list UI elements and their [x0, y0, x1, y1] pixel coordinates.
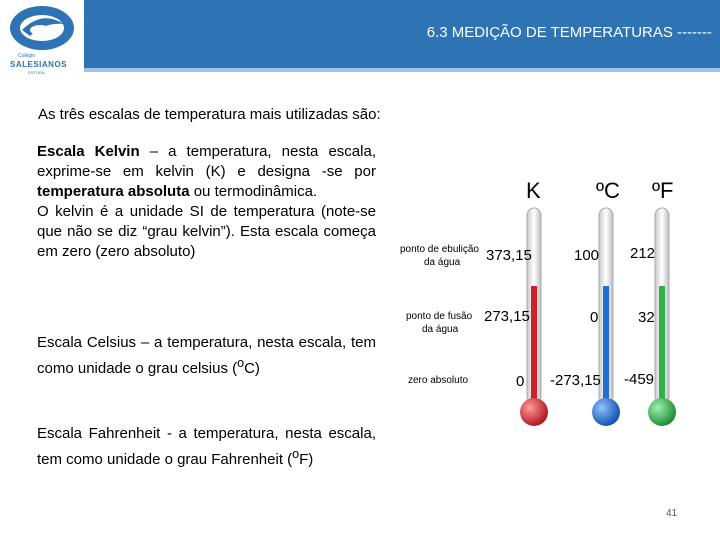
- celsius-sup: o: [237, 356, 245, 370]
- logo-emblem-icon: [0, 0, 84, 60]
- boiling-fahrenheit-value: 212: [630, 245, 656, 262]
- boiling-label-2: da água: [424, 257, 461, 268]
- slide-title: 6.3 MEDIÇÃO DE TEMPERATURAS -------: [426, 24, 712, 41]
- fahrenheit-header: ºF: [652, 178, 674, 203]
- zero-kelvin-value: 0: [516, 373, 525, 390]
- kelvin-text-1: – a temperatura, nesta escala, exprime-se em kelvin (K) e designa -se por: [37, 143, 376, 180]
- logo-main-text: SALESIANOS: [10, 60, 68, 69]
- kelvin-bold: temperatura absoluta: [37, 183, 190, 200]
- zero-fahrenheit-value: -459: [624, 371, 655, 388]
- melting-celsius-value: 0: [590, 309, 599, 326]
- kelvin-label: Escala Kelvin: [37, 143, 140, 160]
- page-number: 41: [666, 508, 678, 519]
- boiling-celsius-value: 100: [574, 247, 600, 264]
- celsius-paragraph: [37, 333, 376, 379]
- boiling-label-1: ponto de ebulição: [400, 244, 479, 255]
- melting-kelvin-value: 273,15: [484, 308, 530, 325]
- melting-fahrenheit-value: 32: [638, 309, 655, 326]
- intro-text: As três escalas de temperatura mais utilizadas são:: [38, 106, 381, 123]
- thermometer-figure: [398, 172, 683, 440]
- celsius-header: ºC: [596, 178, 620, 203]
- school-logo: [0, 0, 84, 78]
- fahrenheit-text: Escala Fahrenheit - a temperatura, nesta escala, tem como unidade o grau Fahrenheit (: [37, 425, 376, 468]
- kelvin-paragraph: [37, 142, 376, 262]
- fahrenheit-sup: o: [292, 447, 300, 461]
- header-band-accent: [84, 68, 720, 72]
- fahrenheit-paragraph: [37, 424, 376, 470]
- boiling-kelvin-value: 373,15: [486, 247, 532, 264]
- kelvin-text-2: ou termodinâmica.: [189, 183, 318, 200]
- melting-label-2: da água: [422, 324, 459, 335]
- fahrenheit-end: F): [299, 451, 314, 468]
- kelvin-header: K: [526, 178, 541, 203]
- celsius-end: C): [244, 360, 260, 377]
- zero-label: zero absoluto: [408, 375, 469, 386]
- celsius-text: Escala Celsius – a temperatura, nesta escala, tem como unidade o grau celsius (: [37, 334, 376, 377]
- zero-celsius-value: -273,15: [550, 372, 601, 389]
- kelvin-text-3: O kelvin é a unidade SI de temperatura (note-se que não se diz “grau kelvin”). Esta escala começa em zero (zero absoluto): [37, 203, 376, 260]
- logo-sub-text: ESTORIL: [28, 70, 46, 75]
- logo-top-text: Colégio: [18, 53, 35, 59]
- slide-header: [0, 0, 720, 78]
- melting-label-1: ponto de fusão: [406, 311, 473, 322]
